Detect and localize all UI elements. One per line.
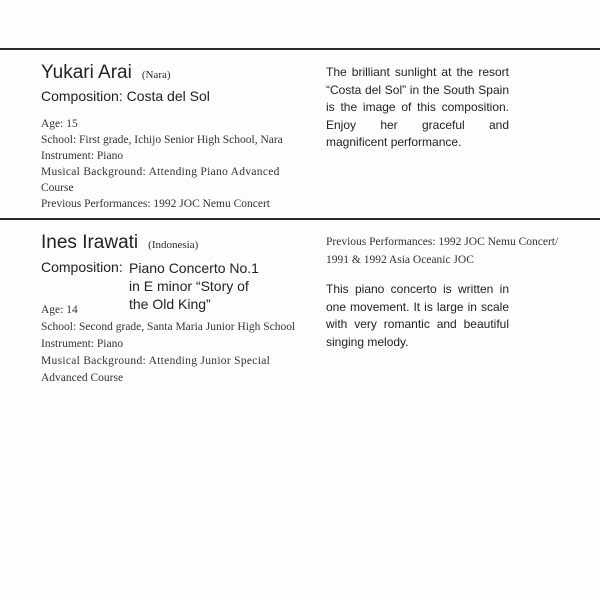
composition: Composition: Costa del Sol — [41, 88, 210, 104]
details — [41, 302, 295, 387]
school: School: Second grade, Santa Maria Junior High School — [41, 321, 296, 333]
musical-background: Musical Background: Attending Piano Advanced — [41, 166, 280, 178]
divider-middle — [0, 218, 600, 220]
previous-performances: Previous Performances: 1992 JOC Nemu Concert — [41, 198, 271, 210]
school: School: First grade, Ichijo Senior High School, Nara — [41, 134, 283, 146]
musical-background: Musical Background: Attending Junior Special — [41, 355, 271, 367]
previous-line: Previous Performances: 1992 JOC Nemu Concert/ — [326, 236, 559, 248]
divider-top — [0, 48, 600, 50]
composition-label: Composition: — [41, 259, 123, 275]
composition-line: the Old King” — [129, 296, 211, 312]
performer-name: Ines Irawati — [41, 232, 139, 253]
composition-line: Piano Concerto No.1 — [129, 260, 259, 276]
composition-line: in E minor “Story of — [129, 278, 249, 294]
musical-background-cont: Advanced Course — [41, 372, 124, 384]
performer-heading — [41, 62, 171, 84]
details — [41, 116, 283, 212]
previous-performances — [326, 233, 558, 269]
performer-origin: (Indonesia) — [148, 239, 199, 251]
performer-heading — [41, 232, 198, 254]
instrument: Instrument: Piano — [41, 338, 124, 350]
performer-origin: (Nara) — [141, 69, 171, 81]
instrument: Instrument: Piano — [41, 150, 124, 162]
description: The brilliant sunlight at the resort “Costa del Sol” in the South Spain is the image of this composition. Enjoy her graceful and magnificent performance. — [326, 65, 509, 149]
previous-line: 1991 & 1992 Asia Oceanic JOC — [326, 254, 474, 266]
description: This piano concerto is written in one movement. It is large in scale with very romantic and beautiful singing melody. — [326, 282, 509, 349]
musical-background-cont: Course — [41, 182, 74, 194]
age: Age: 14 — [41, 304, 78, 316]
age: Age: 15 — [41, 118, 78, 130]
performer-name: Yukari Arai — [41, 62, 132, 83]
